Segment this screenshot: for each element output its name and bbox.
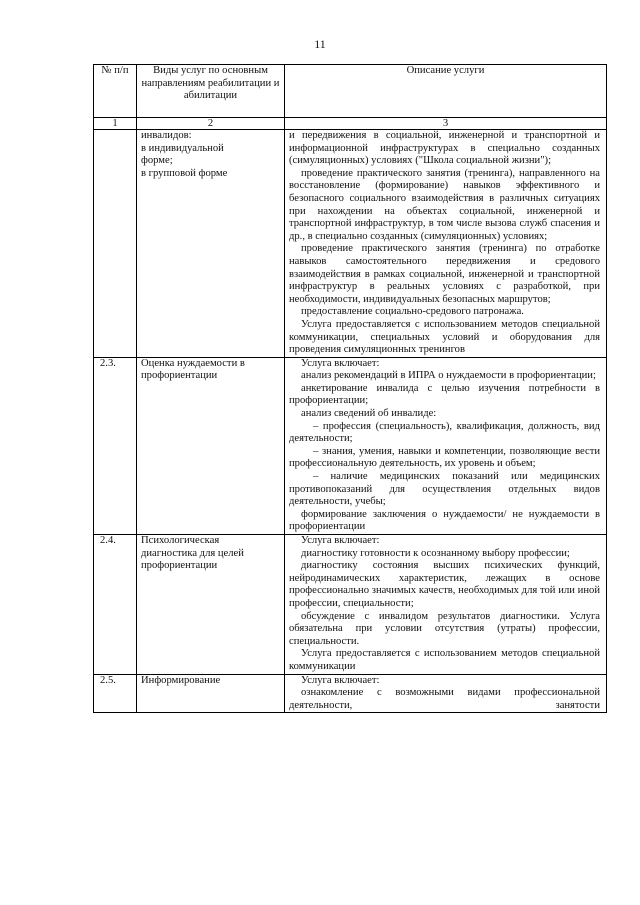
service-name-line: форме; bbox=[141, 155, 173, 167]
header-service-types: Виды услуг по основным направлениям реабилитации и абилитации bbox=[137, 65, 285, 118]
description-paragraph: проведение практического занятия (тренинга) по отработке навыков самостоятельного передвижения и средового взаимодействия в рамках социальной, инженерной и транспортной инфраструктур в реальных условиях с разработкой, при необходимости, индивидуальных безопасных маршрутов; bbox=[289, 243, 600, 305]
header-description: Описание услуги bbox=[285, 65, 607, 118]
description-paragraph: Услуга предоставляется с использованием методов специальной коммуникации bbox=[289, 648, 600, 672]
service-name-line: диагностика для целей bbox=[141, 547, 244, 559]
service-name-line: профориентации bbox=[141, 560, 218, 572]
table-header-row bbox=[94, 65, 607, 118]
description-paragraph: ознакомление с возможными видами профессиональной деятельности, занятости bbox=[289, 687, 600, 711]
row-number: 2.4. bbox=[94, 535, 137, 675]
service-description bbox=[285, 357, 607, 534]
service-name bbox=[137, 130, 285, 358]
column-index-row bbox=[94, 118, 607, 130]
service-name-line: в индивидуальной bbox=[141, 142, 224, 154]
service-name-line: Психологическая bbox=[141, 535, 220, 546]
table-row bbox=[94, 674, 607, 713]
service-name bbox=[137, 357, 285, 534]
service-name-line: профориентации bbox=[141, 370, 218, 382]
table-row bbox=[94, 130, 607, 358]
description-paragraph: анализ сведений об инвалиде: bbox=[301, 408, 437, 420]
row-number bbox=[94, 130, 137, 358]
table-row bbox=[94, 357, 607, 534]
column-index-2: 2 bbox=[137, 118, 285, 130]
service-name-line: в групповой форме bbox=[141, 167, 228, 179]
service-name bbox=[137, 535, 285, 675]
description-paragraph: Услуга включает: bbox=[301, 535, 380, 546]
description-paragraph: диагностику состояния высших психических функций, нейродинамических характеристик, лежащих в основе профессионально значимых качеств, необходимых для той или иной профессии, специальности; bbox=[289, 560, 600, 609]
description-paragraph: – знания, умения, навыки и компетенции, позволяющие вести профессиональную деятельность, их уровень и объем; bbox=[289, 445, 600, 470]
description-paragraph: формирование заключения о нуждаемости/ не нуждаемости в профориентации bbox=[289, 508, 600, 533]
description-paragraph: – наличие медицинских показаний или медицинских противопоказаний для осуществления отдельных видов деятельности, учебы; bbox=[289, 471, 600, 508]
header-number: № п/п bbox=[94, 65, 137, 118]
description-paragraph: анкетирование инвалида с целью изучения потребности в профориентации; bbox=[289, 382, 600, 407]
description-paragraph: диагностику готовности к осознанному выбору профессии; bbox=[301, 547, 570, 559]
description-paragraph: Услуга включает: bbox=[301, 357, 380, 369]
description-paragraph: – профессия (специальность), квалификация, должность, вид деятельности; bbox=[289, 420, 600, 445]
column-index-1: 1 bbox=[94, 118, 137, 130]
service-description bbox=[285, 535, 607, 675]
description-paragraph: и передвижения в социальной, инженерной и транспортной и информационной инфраструктурах в специально созданных (симуляционных) условиях ("Школа социальной жизни"); bbox=[289, 130, 600, 167]
description-paragraph: анализ рекомендаций в ИПРА о нуждаемости в профориентации; bbox=[301, 370, 596, 382]
description-paragraph: Услуга включает: bbox=[301, 674, 380, 686]
service-name-line: Информирование bbox=[141, 674, 221, 686]
service-name bbox=[137, 674, 285, 713]
service-name-line: инвалидов: bbox=[141, 130, 192, 141]
row-number: 2.3. bbox=[94, 357, 137, 534]
description-paragraph: Услуга предоставляется с использованием методов специальной коммуникации, специальных условий и оборудования для проведения симуляционных тренингов bbox=[289, 318, 600, 356]
service-description bbox=[285, 130, 607, 358]
column-index-3: 3 bbox=[285, 118, 607, 130]
description-paragraph: проведение практического занятия (тренинга), направленного на восстановление (формирование) навыков эффективного и безопасного социального взаимодействия в различных ситуациях при нахождении на объектах социальной, инженерной и транспортной инфраструктур, в том числе вызова служб спасения и др., в специально созданных (симуляционных) условиях; bbox=[289, 167, 600, 242]
row-number: 2.5. bbox=[94, 674, 137, 713]
description-paragraph: предоставление социально-средового патронажа. bbox=[301, 306, 524, 318]
table-row bbox=[94, 535, 607, 675]
service-description bbox=[285, 674, 607, 713]
table-body bbox=[94, 130, 607, 713]
service-name-line: Оценка нуждаемости в bbox=[141, 357, 245, 369]
page-number: 11 bbox=[314, 37, 326, 51]
services-table bbox=[93, 64, 607, 713]
description-paragraph: обсуждение с инвалидом результатов диагностики. Услуга обязательна при условии отсутствия (утраты) профессии, специальности. bbox=[289, 610, 600, 647]
